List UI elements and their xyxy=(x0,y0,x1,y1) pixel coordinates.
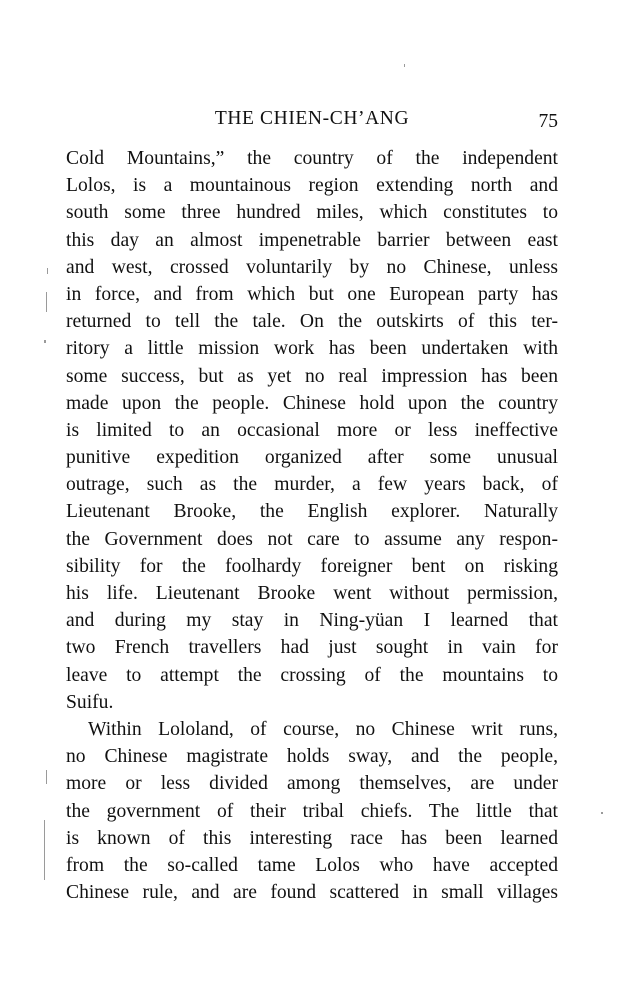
text-line: sibility for the foolhardy foreigner bent on risking xyxy=(66,555,558,577)
text-line: his life. Lieutenant Brooke went without permission, xyxy=(66,583,558,604)
text-line: more or less divided among themselves, are under xyxy=(66,773,558,795)
text-line: the Government does not care to assume any respon- xyxy=(66,528,558,550)
running-title: THE CHIEN-CH’ANG xyxy=(214,108,410,129)
paragraph xyxy=(66,716,558,906)
text-line: south some three hundred miles, which constitutes to xyxy=(66,202,558,224)
scan-speck xyxy=(46,770,47,784)
text-line: from the so-called tame Lolos who have accepted xyxy=(66,854,558,876)
text-line: leave to attempt the crossing of the mountains to xyxy=(66,664,558,686)
text-line: and during my stay in Ning-yüan I learned that xyxy=(66,610,558,632)
text-line: Suifu. xyxy=(66,691,114,713)
text-line: is limited to an occasional more or less ineffective xyxy=(66,419,558,441)
text-line: in force, and from which but one European party has xyxy=(66,283,558,305)
text-line: punitive expedition organized after some unusual xyxy=(66,447,558,469)
scan-speck xyxy=(601,812,603,814)
scan-speck xyxy=(47,268,48,274)
text-line: made upon the people. Chinese hold upon the country xyxy=(66,392,558,414)
scan-speck xyxy=(44,820,45,880)
text-line: no Chinese magistrate holds sway, and the people, xyxy=(66,746,558,768)
scan-speck xyxy=(46,292,47,312)
text-line: Cold Mountains,” the country of the independent xyxy=(66,148,558,169)
text-line: Within Lololand, of course, no Chinese writ runs, xyxy=(88,718,558,740)
text-line: some success, but as yet no real impression has been xyxy=(66,365,558,387)
text-line: Lieutenant Brooke, the English explorer. Naturally xyxy=(66,501,558,523)
text-line: outrage, such as the murder, a few years back, of xyxy=(66,474,558,496)
scan-speck xyxy=(44,340,46,343)
scan-speck xyxy=(404,64,405,67)
text-line: is known of this interesting race has been learned xyxy=(66,827,558,849)
text-line: Lolos, is a mountainous region extending north and xyxy=(66,175,558,197)
text-line: the government of their tribal chiefs. The little that xyxy=(66,800,558,822)
page-number: 75 xyxy=(538,111,558,132)
text-line: Chinese rule, and are found scattered in small villages xyxy=(66,882,558,904)
text-line: two French travellers had just sought in vain for xyxy=(66,637,558,659)
paragraph xyxy=(66,145,558,716)
text-line: ritory a little mission work has been undertaken with xyxy=(66,338,558,360)
text-line: and west, crossed voluntarily by no Chinese, unless xyxy=(66,256,558,278)
text-line: returned to tell the tale. On the outskirts of this ter- xyxy=(66,311,558,333)
body-text xyxy=(66,145,558,906)
text-line: this day an almost impenetrable barrier between east xyxy=(66,229,558,251)
page-header xyxy=(66,108,558,138)
